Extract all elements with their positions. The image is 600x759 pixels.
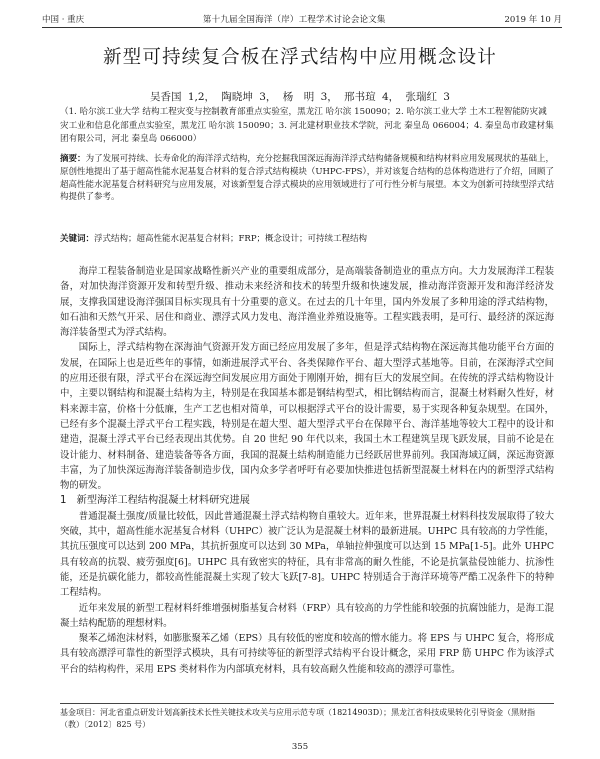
abstract [60, 153, 554, 204]
header-date: 2019 年 10 月 [504, 15, 562, 25]
header-location: 中国 · 重庆 [42, 15, 85, 25]
abstract-label: 摘要： [60, 154, 86, 164]
paragraph: 海岸工程装备制造业是国家战略性新兴产业的重要组成部分，是高端装备制造业的重点方向。大力发展海洋工程装备，对加快海洋资源开发和转型升级、推动未来经济和技术的转型升级和快速发展，推动海洋资源开发和海洋经济发展，支撑我国建设海洋强国目标实现具有十分重要的意义。在过去的几十年里，国内外发展了多种用途的浮式结构物，如石油和天然气开采、居住和商业、漂浮式风力发电、海洋渔业养殖设施等。工程实践表明，是可行、最经济的深远海海洋装备型式为浮式结构。 [60, 266, 554, 339]
section-heading: 1 新型海洋工程结构混凝土材料研究进展 [60, 495, 250, 507]
keywords-text: 浮式结构；超高性能水泥基复合材料；FRP；概念设计；可持续工程结构 [94, 234, 368, 244]
keywords-label: 关键词： [60, 234, 95, 244]
paragraph: 普通混凝土强度/质量比较低，因此普通混凝土浮式结构物自重较大。近年来，世界混凝土材料科技发展取得了较大突破，其中，超高性能水泥基复合材料（UHPC）被广泛认为是混凝土材料的最新进展。UHPC 具有较高的力学性能，其抗压强度可以达到 200 MPa，其抗折强度可以达到 30 MPa，单轴拉伸强度可以达到 15 MPa[1-5]。此外 UHPC 具有较高的抗裂、疲劳强度[6]。UHPC 具有致密实的特征，具有非常高的耐久性能，不论是抗氯盐侵蚀能力、抗渗性能，还是抗碳化能力，都较高性能混凝土实现了较大飞跃[7-8]。UHPC 特别适合于海洋环境等严酷工况条件下的特种工程结构。 [60, 510, 554, 599]
keywords [60, 233, 554, 245]
body-text [60, 264, 554, 677]
paragraph: 聚苯乙烯泡沫材料，如膨胀聚苯乙烯（EPS）具有较低的密度和较高的憎水能力。将 EPS 与 UHPC 复合，将形成具有较高漂浮可靠性的新型浮式模块，具有可持续等征的新型浮式结构平台设计概念，采用 FRP 筋 UHPC 作为该浮式平台的结构构件，采用 EPS 类材料作为内部填充材料，具有较高耐久性能和较高的漂浮可靠性。 [60, 633, 554, 675]
header-proceedings: 第十九届全国海洋（岸）工程学术讨论会论文集 [202, 15, 386, 25]
page-number: 355 [291, 742, 309, 752]
abstract-text: 为了发展可持续、长寿命化的海洋浮式结构，充分挖掘我国深远海海洋浮式结构储备规模和结构材料应用发展现状的基础上，原创性地提出了基于超高性能水泥基复合材料的复合浮式结构模块（UHPC-FPS），并对该复合结构的总体构造进行了介绍，回顾了超高性能水泥基复合材料研究与应用发展，对该新型复合浮式模块的应用领域进行了可行性分析与展望。本文为创新可持续型浮式结构提供了参考。 [60, 154, 554, 203]
paragraph: 国际上，浮式结构物在深海油气资源开发方面已经应用发展了多年，但是浮式结构物在深远海其他功能平台方面的发展，在国际上也是近些年的事情，如渐进展浮式平台、各类保障作平台、超大型浮式基地等。目前，在深海浮式空间的应用还很有限，浮式平台在深远海空间发展应用方面处于刚刚开始，拥有巨大的发展空间。在传统的浮式结构物设计中，主要以钢结构和混凝土结构为主，特别是在我国基本都是钢结构型式，相比钢结构而言，混凝土材料耐久性好，材料来源丰富，价格十分低廉，生产工艺也相对简单，可以根据浮式平台的设计需要，易于实现各种复杂规型。在国外，已经有多个混凝土浮式平台工程实践，特别是在超大型、超大型浮式平台在保障平台、海洋基地等较大工程中的设计和建造，混凝土浮式平台已经表现出其优势。自 20 世纪 90 年代以来，我国土木工程建筑呈现飞跃发展，目前不论是在设计能力、材料制备、建造装备等各方面，我国的混凝土结构制造能力已经跃居世界前列。我国海域辽阔，深远海资源丰富，为了加快深远海海洋装备制造步伐，国内众多学者呼吁有必要加快推进包括新型混凝土材料在内的新型浮式结构物的研发。 [60, 342, 554, 492]
paragraph: 近年来发展的新型工程材料纤维增强树脂基复合材料（FRP）具有较高的力学性能和较强的抗腐蚀能力，是海工混凝土结构配筋的理想材料。 [60, 602, 554, 629]
affiliations: （1. 哈尔滨工业大学 结构工程灾变与控制教育部重点实验室，黑龙江 哈尔滨 150090；2. 哈尔滨工业大学 土木工程智能防灾减灾工业和信息化部重点实验室，黑龙江 哈尔滨 150090；3. 河北建材职业技术学院，河北 秦皇岛 066004；4. 秦皇岛市政建材集团有限公司，河北 秦皇岛 066000） [60, 107, 554, 144]
paper-title: 新型可持续复合板在浮式结构中应用概念设计 [102, 47, 497, 68]
running-header [42, 13, 562, 28]
author-list: 吴香国 1,2， 陶晓坤 3， 杨 明 3， 邢书瑄 4， 张瑞红 3 [150, 91, 450, 103]
funding-footnote: 基金项目：河北省重点研发计划高新技术长性关键技术攻关与应用示范专项（18214903D）；黑龙江省科技成果转化引导资金（黑财指（教）〔2012〕825 号） [60, 703, 554, 731]
